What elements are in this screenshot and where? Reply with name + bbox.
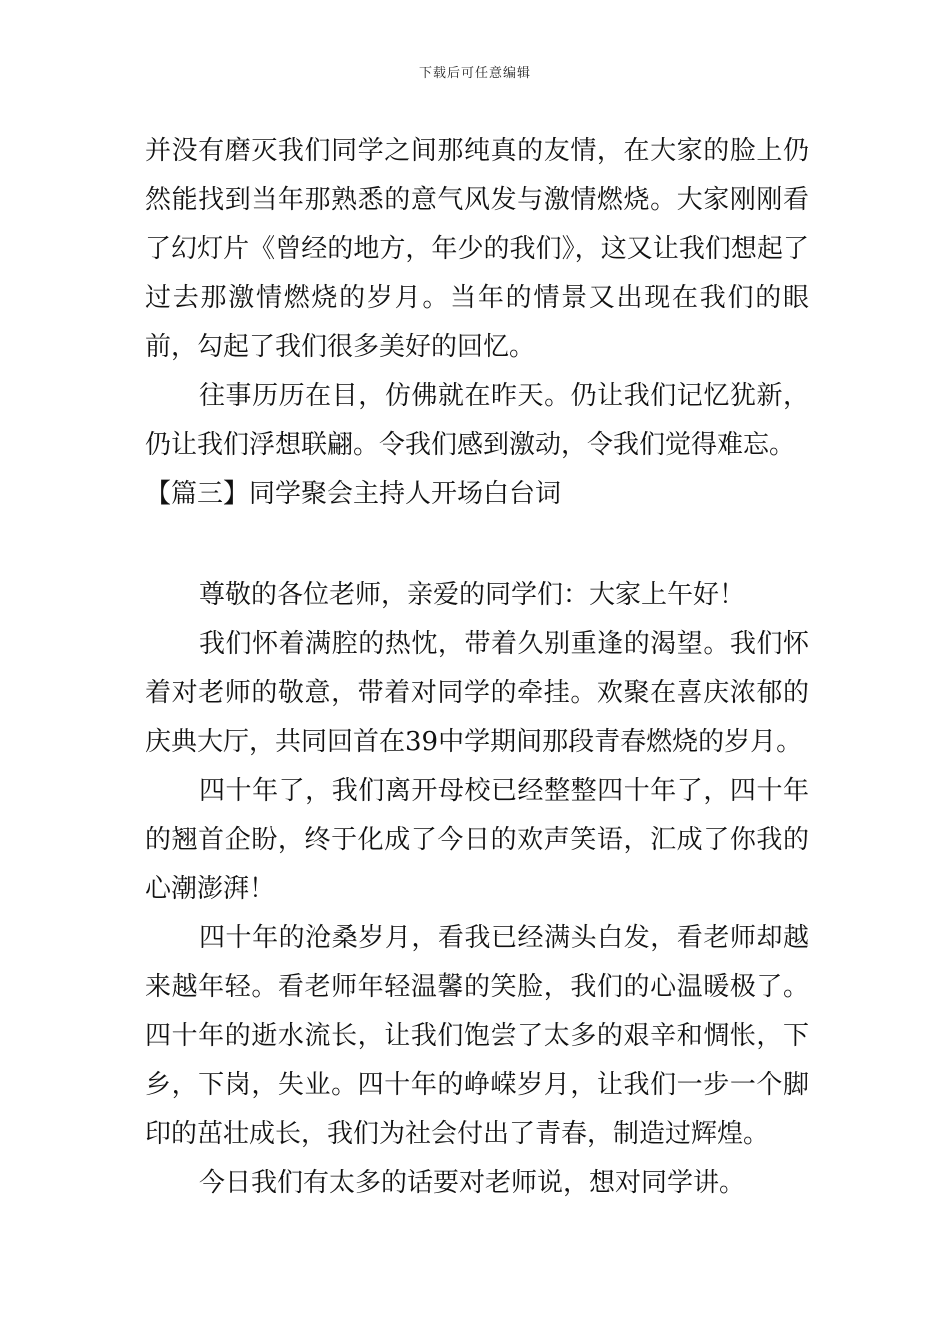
- paragraph-gathering: 我们怀着满腔的热忱，带着久别重逢的渴望。我们怀着对老师的敬意，带着对同学的牵挂。欢聚在喜庆浓郁的庆典大厅，共同回首在39中学期间那段青春燃烧的岁月。: [145, 629, 809, 757]
- paragraph-memories: 往事历历在目，仿佛就在昨天。仍让我们记忆犹新，仍让我们浮想联翩。令我们感到激动，令我们觉得难忘。: [145, 381, 809, 460]
- paragraph-greeting: 尊敬的各位老师，亲爱的同学们：大家上午好！: [199, 580, 746, 610]
- section-heading: 【篇三】同学聚会主持人开场白台词: [145, 479, 562, 509]
- paragraph-years-passed: 四十年的沧桑岁月，看我已经满头白发，看老师却越来越年轻。看老师年轻温馨的笑脸，我们的心温暖极了。四十年的逝水流长，让我们饱尝了太多的艰辛和惆怅，下乡，下岗，失业。四十年的峥嵘岁月，让我们一步一个脚印的茁壮成长，我们为社会付出了青春，制造过辉煌。: [145, 923, 809, 1149]
- paragraph-forty-years: 四十年了，我们离开母校已经整整四十年了，四十年的翘首企盼，终于化成了今日的欢声笑语，汇成了你我的心潮澎湃！: [145, 776, 809, 904]
- document-body: [145, 127, 809, 1208]
- paragraph-continuation: 并没有磨灭我们同学之间那纯真的友情，在大家的脸上仍然能找到当年那熟悉的意气风发与激情燃烧。大家刚刚看了幻灯片《曾经的地方，年少的我们》，这又让我们想起了过去那激情燃烧的岁月。当年的情景又出现在我们的眼前，勾起了我们很多美好的回忆。: [145, 136, 809, 362]
- paragraph-today: 今日我们有太多的话要对老师说，想对同学讲。: [199, 1168, 746, 1198]
- blank-line: [145, 519, 809, 571]
- page-header: 下载后可任意编辑: [418, 66, 531, 81]
